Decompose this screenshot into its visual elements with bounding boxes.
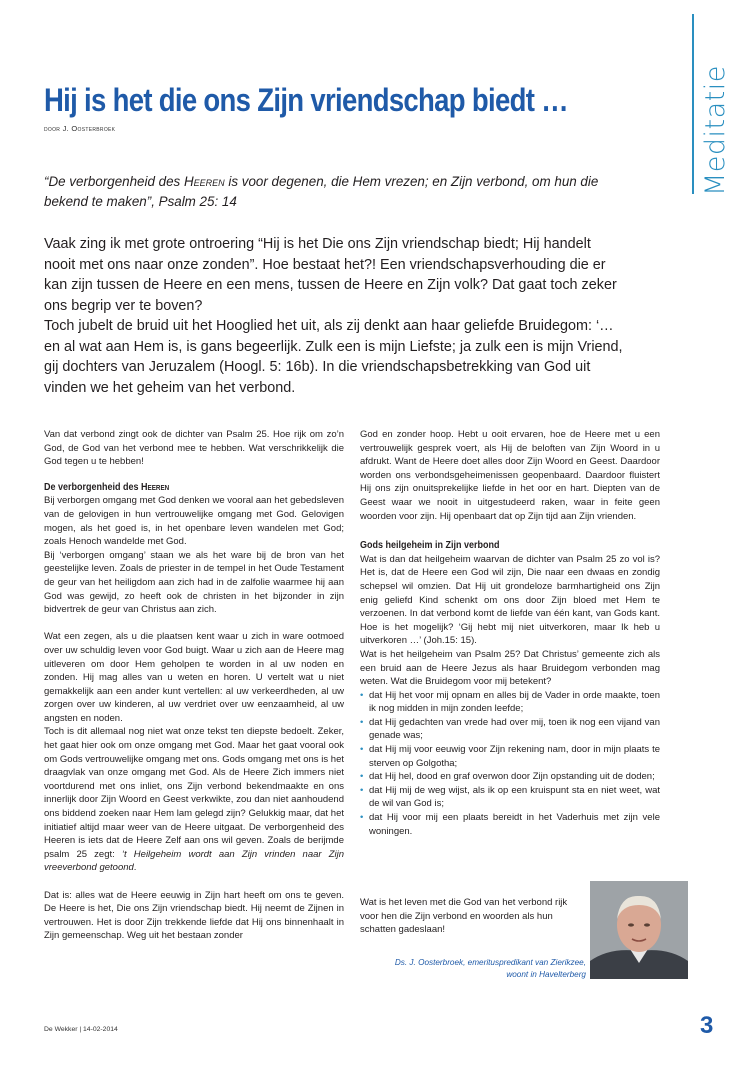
psalm-quote: ‘t Heilgeheim wordt aan Zijn vrinden naar Zijn vreeverbond getoond bbox=[44, 848, 345, 874]
list-item: • dat Hij mij de weg wijst, als ik op een kruispunt sta en niet weet, wat de wil van God is; bbox=[360, 784, 660, 811]
body-paragraph: Dat is: alles wat de Heere eeuwig in Zijn hart heeft om ons te geven. De Heere is het, Die ons Zijn vriendschap biedt. Hij neemt de Zijnen in vertrouwen. Het is door Zijn trekkende liefde dat Hij ons binnenhaalt in Zijn gemeenschap. Weg uit het bestaan zonder bbox=[44, 889, 344, 942]
list-item: • dat Hij het voor mij opnam en alles bij de Vader in orde maakte, toen ik nog midden in mijn zonden leefde; bbox=[360, 689, 660, 716]
body-paragraph bbox=[44, 725, 344, 875]
author-name: J. Oosterbroek bbox=[62, 124, 116, 133]
body-paragraph: Bij verborgen omgang met God denken we vooral aan het gebedsleven van de gelovigen in hun vertrouwelijke omgang met God. Gelovigen mogen, als het goed is, in het openbare leven wandelen met God; zoals Henoch wandelde met God. bbox=[44, 495, 344, 548]
quote-part-2: is voor degenen, die Hem vrezen; en Zijn verbond, om hun die bekend te maken”, Psalm 25: 14 bbox=[44, 174, 599, 209]
body-paragraph: Wat een zegen, als u die plaatsen kent waar u zich in ware ootmoed over uw schuldig leven voor God buigt. Waar u zich aan de Heere mag uitleveren om door Hem geholpen te worden in al uw noden en zonden. Hij mag alles van u weten en horen. U vertelt wat u niet gemakkelijk aan een ander kunt vertellen: al uw verkeerdheden, al uw zorgen over uw kinderen, al uw verdriet over uw eenzaamheid, al uw angsten en noden. bbox=[44, 631, 344, 724]
opening-quote bbox=[44, 172, 604, 212]
section-divider-line bbox=[692, 14, 694, 194]
body-paragraph: Van dat verbond zingt ook de dichter van Psalm 25. Hoe rijk om zo’n God, de God van het verbond mee te hebben. Wat verschrikkelijk die God tegen u te hebben! bbox=[44, 429, 344, 468]
byline-prefix: door bbox=[44, 124, 61, 133]
photo-caption bbox=[360, 957, 586, 981]
article-title: Hij is het die ons Zijn vriendschap biedt … bbox=[44, 82, 568, 118]
section-heading: Gods heilgeheim in Zijn verbond bbox=[360, 540, 500, 552]
column-left bbox=[44, 428, 344, 943]
body-paragraph: Bij ‘verborgen omgang’ staan we als het ware bij de bron van het geestelijke leven. Zoals de priester in de tempel in het Oude Testament de geur van het heiligdom aan zich had in de zalfolie waarmee hij aan God was gewijd, zo heeft ook de christen in het bijzonder in zijn bidvertrek de geur van Christus aan zich. bbox=[44, 549, 344, 616]
body-paragraph: God en zonder hoop. Hebt u ooit ervaren, hoe de Heere met u een vertrouwelijk gesprek voert, als Hij de beloften van Zijn Woord in u afdrukt. Want de Heere doet alles door Zijn Woord en Geest. Daardoor worden ons verbondsgeheimenissen geopenbaard. Daardoor fluistert Hij ons zijn onuitsprekelijke liefde in het oor en hart. Diepten van de Geest waar we nooit in uitgestudeerd raken, waar in feite geen woorden voor zijn. Hij openbaart dat op Zijn tijd aan Zijn vrienden. bbox=[360, 429, 660, 522]
footer-publication: De Wekker | 14-02-2014 bbox=[44, 1026, 118, 1033]
list-item: • dat Hij mij voor eeuwig voor Zijn rekening nam, door in mijn plaats te sterven op Golgotha; bbox=[360, 743, 660, 770]
author-photo bbox=[590, 881, 688, 979]
body-paragraph: Wat is het heilgeheim van Psalm 25? Dat Christus’ gemeente zich als een bruid aan de Heere Jezus als haar Bruidegom verbonden mag weten. Wat die Bruidegom voor mij betekent? bbox=[360, 648, 660, 688]
heading-part: De verborgenheid des bbox=[44, 481, 142, 493]
caption-line: Ds. J. Oosterbroek, emerituspredikant van Zierikzee, bbox=[394, 958, 586, 967]
intro-text bbox=[44, 234, 624, 398]
byline bbox=[44, 124, 115, 133]
bullet-list bbox=[360, 689, 660, 839]
text-part: Toch is dit allemaal nog niet wat onze tekst ten diepste bedoelt. Zeker, het gaat hier ook om onze omgang met God. Maar het gaat vooral ook om Gods vertrouwelijke omgang met ons. Gods omgang met ons is het draagvlak van onze omgang met God. Als de Heere Zich immers niet voortdurend met ons inliet, ons Zijn verbond bekendmaakte en ons innerlijk door Zijn Woord en Geest verkwikte, zou dan niet aanhoudend ons biddend zoeken naar Hem lam gelegd zijn? Gelukkig maar, dat het initiatief altijd maar weer van de Heere uitgaat. De verborgenheid des Heeren is iets dat de Heere Zelf aan ons wil geven. Zoals de berijmde psalm 25 zegt: bbox=[44, 726, 344, 860]
text-part: . bbox=[133, 862, 137, 874]
column-right bbox=[360, 428, 660, 838]
body-paragraph: Wat is dan dat heilgeheim waarvan de dichter van Psalm 25 zo vol is? Het is, dat de Heere een God wil zijn, Die naar een dwaas en zondig schepsel wil omzien. Dat Hij uit grondeloze barmhartigheid ons Zijn enig geliefd Kind schenkt om ons door Zijn bloed met Hem te verzoenen. In dat verbond komt de liefde van één kant, van Gods kant. Hoe is het mogelijk? ‘Gij hebt mij niet uitverkoren, maar Ik heb u uitverkoren …’ (Joh.15: 15). bbox=[360, 553, 660, 647]
intro-paragraph: Vaak zing ik met grote ontroering “Hij is het Die ons Zijn vriendschap biedt; Hij handelt nooit met ons naar onze zonden”. Hoe bestaat het?! Een vriendschapsverhouding die er kan zijn tussen de Heere en een mens, tussen de Heere en Zijn volk? Dat gaat toch zeker ons begrip ver te boven? bbox=[44, 236, 617, 314]
portrait-image bbox=[590, 881, 688, 979]
closing-paragraph: Wat is het leven met die God van het verbond rijk voor hen die Zijn verbond en woorden als hun schatten gadeslaan! bbox=[360, 897, 568, 936]
caption-line: woont in Havelterberg bbox=[506, 970, 586, 979]
quote-heeren: Heeren bbox=[183, 174, 225, 189]
page-number: 3 bbox=[700, 1012, 714, 1039]
intro-paragraph: Toch jubelt de bruid uit het Hooglied het uit, als zij denkt aan haar geliefde Bruidegom: ‘… en al wat aan Hem is, is gans begeerlijk. Zulk een is mijn Liefste; ja zulk een is mijn Vriend, gij dochters van Jeruzalem (Hoogl. 5: 16b). In die vriendschapsbetrekking van God uit vinden we het geheim van het verbond. bbox=[44, 318, 623, 396]
heading-heeren: Heeren bbox=[141, 481, 170, 493]
list-item: • dat Hij hel, dood en graf overwon door Zijn opstanding uit de doden; bbox=[360, 770, 660, 784]
section-heading bbox=[44, 481, 314, 495]
section-label: Meditatie bbox=[700, 65, 731, 196]
quote-part-1: “De verborgenheid des bbox=[44, 174, 184, 189]
list-item: • dat Hij voor mij een plaats bereidt in het Vaderhuis met zijn vele woningen. bbox=[360, 811, 660, 838]
list-item: • dat Hij gedachten van vrede had over mij, toen ik nog een vijand van genade was; bbox=[360, 716, 660, 743]
